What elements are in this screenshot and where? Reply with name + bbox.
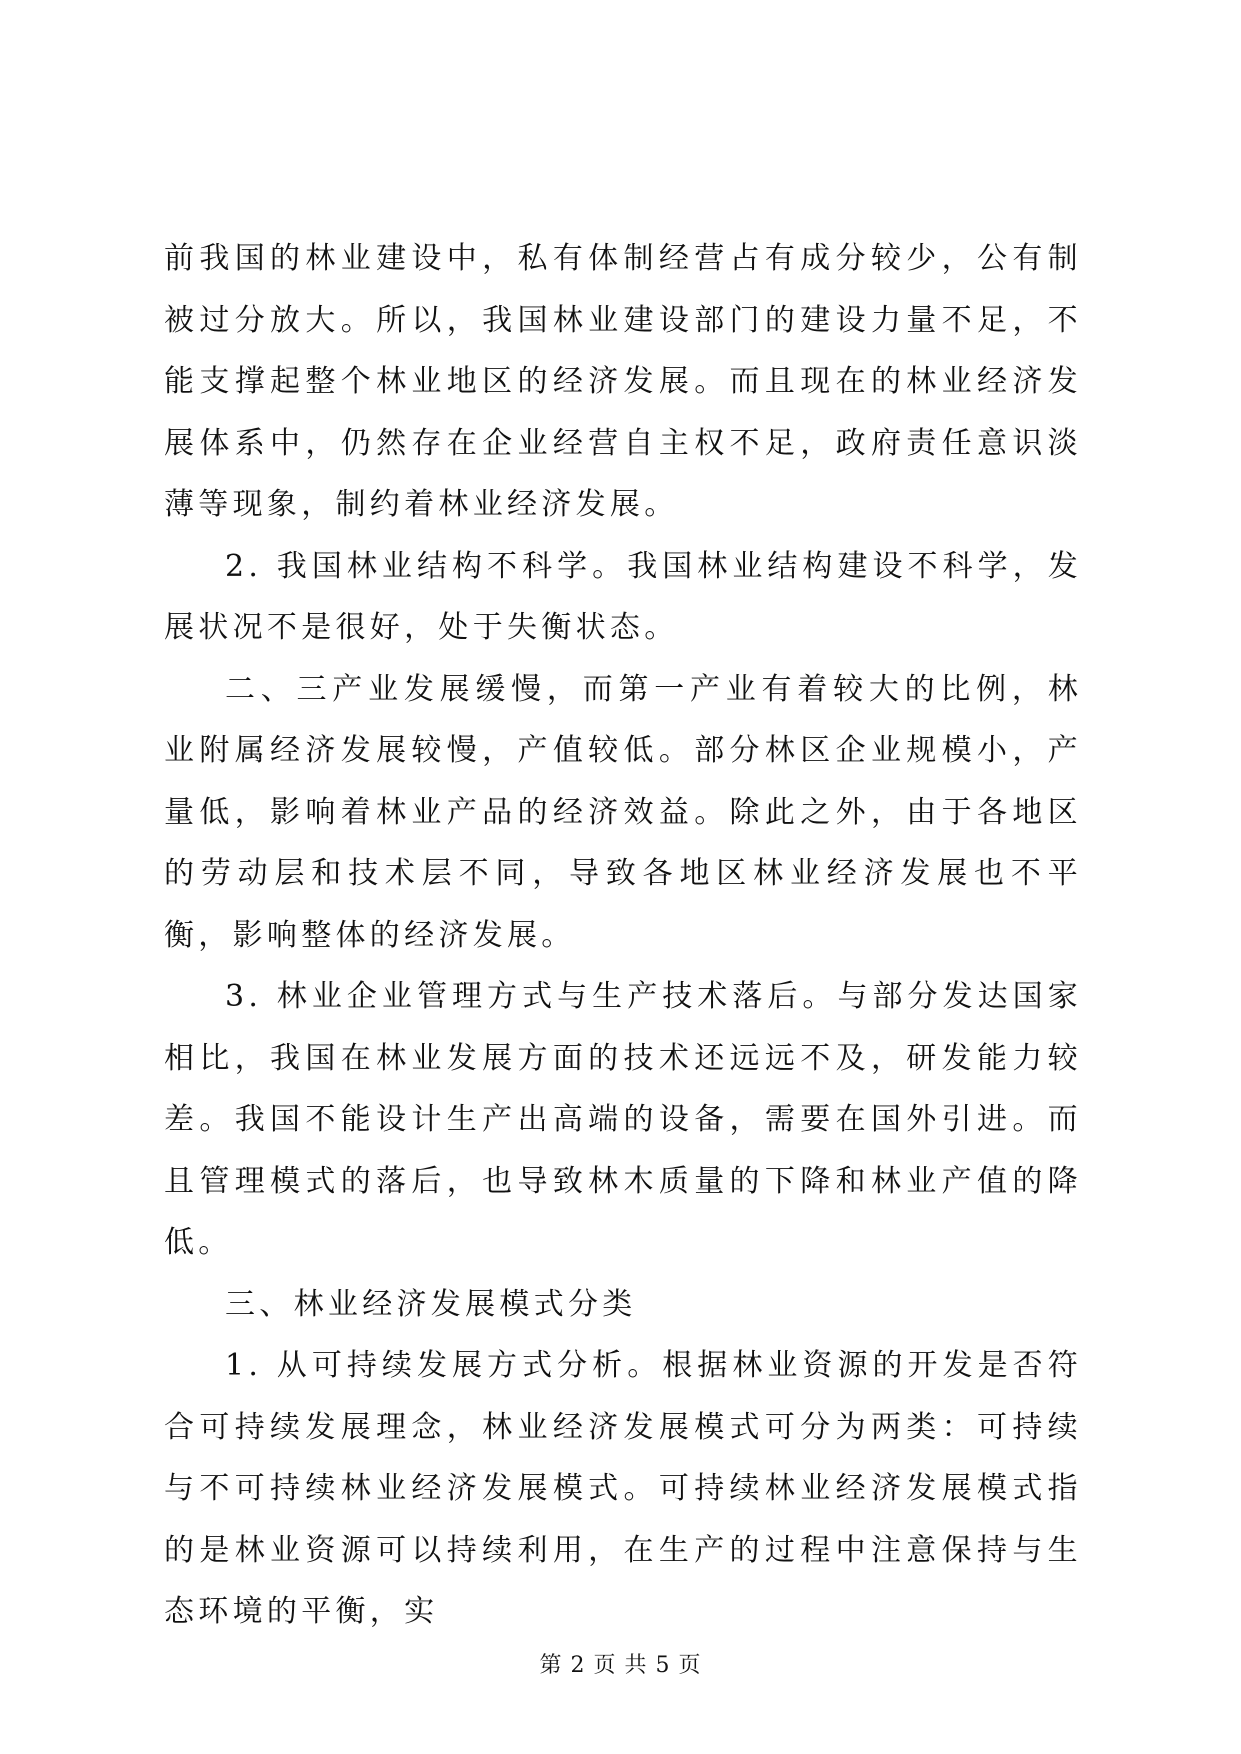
- paragraph-item-3: 3. 林业企业管理方式与生产技术落后。与部分发达国家相比，我国在林业发展方面的技术还远远不及，研发能力较差。我国不能设计生产出高端的设备，需要在国外引进。而且管理模式的落后，也导致林木质量的下降和林业产值的降低。: [164, 979, 1082, 1260]
- page-footer: 第 2 页 共 5 页: [539, 1653, 702, 1678]
- paragraph-item-2: 2. 我国林业结构不科学。我国林业结构建设不科学，发展状况不是很好，处于失衡状态。: [164, 548, 1082, 645]
- paragraph-continuation: 前我国的林业建设中，私有体制经营占有成分较少，公有制被过分放大。所以，我国林业建设部门的建设力量不足，不能支撑起整个林业地区的经济发展。而且现在的林业经济发展体系中，仍然存在企业经营自主权不足，政府责任意识淡薄等现象，制约着林业经济发展。: [164, 241, 1082, 522]
- section-heading: 三、林业经济发展模式分类: [225, 1286, 637, 1322]
- paragraph-item-1: 1. 从可持续发展方式分析。根据林业资源的开发是否符合可持续发展理念，林业经济发展模式可分为两类：可持续与不可持续林业经济发展模式。可持续林业经济发展模式指的是林业资源可以持续利用，在生产的过程中注意保持与生态环境的平衡，实: [164, 1348, 1082, 1629]
- paragraph-industry: 二、三产业发展缓慢，而第一产业有着较大的比例，林业附属经济发展较慢，产值较低。部分林区企业规模小，产量低，影响着林业产品的经济效益。除此之外，由于各地区的劳动层和技术层不同，导致各地区林业经济发展也不平衡，影响整体的经济发展。: [164, 671, 1082, 953]
- document-body: [164, 228, 1082, 1643]
